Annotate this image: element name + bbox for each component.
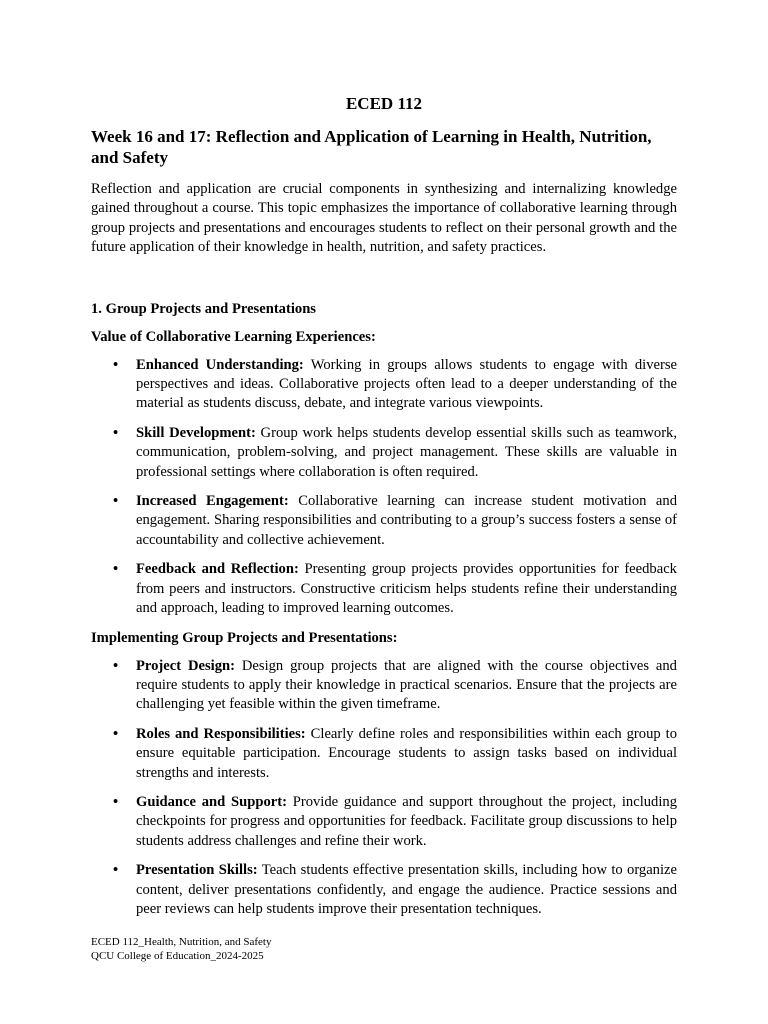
item-term: Presentation Skills:	[136, 862, 258, 879]
item-text: Clearly define roles and responsibilities within each group to ensure equitable participation. Encourage students to assign tasks based on individual strengths and interests.	[136, 725, 677, 781]
item-term: Roles and Responsibilities:	[136, 725, 306, 742]
footer-line-college: QCU College of Education_2024-2025	[91, 950, 264, 962]
item-text: Presenting group projects provides opportunities for feedback from peers and instructors. Constructive criticism helps students refine their understanding and approach, leading to improved learning outcomes.	[136, 561, 677, 617]
section-heading-group-projects: 1. Group Projects and Presentations	[91, 300, 316, 317]
bullet-icon: •	[113, 493, 119, 510]
item-term: Enhanced Understanding:	[136, 356, 304, 373]
item-term: Guidance and Support:	[136, 793, 287, 810]
sub-heading-implementing: Implementing Group Projects and Presentations:	[91, 629, 398, 646]
item-term: Project Design:	[136, 657, 235, 674]
item-term: Skill Development:	[136, 424, 256, 441]
list-item	[91, 657, 677, 715]
bullet-icon: •	[113, 424, 119, 441]
value-list	[91, 356, 677, 619]
list-item	[91, 560, 677, 618]
intro-paragraph: Reflection and application are crucial components in synthesizing and internalizing knowledge gained throughout a course. This topic emphasizes the importance of collaborative learning through group projects and presentations and encourages students to reflect on their personal growth and the future application of their knowledge in health, nutrition, and safety practices.	[91, 181, 677, 256]
list-item	[91, 793, 677, 851]
sub-heading-value: Value of Collaborative Learning Experiences:	[91, 328, 376, 345]
list-item	[91, 492, 677, 550]
item-term: Feedback and Reflection:	[136, 561, 299, 578]
bullet-icon: •	[113, 725, 119, 742]
list-item	[91, 725, 677, 783]
footer-line-course: ECED 112_Health, Nutrition, and Safety	[91, 936, 272, 948]
item-text: Collaborative learning can increase student motivation and engagement. Sharing responsibilities and contributing to a group’s success fosters a sense of accountability and collective achievement.	[136, 493, 677, 548]
item-text: Working in groups allows students to engage with diverse perspectives and ideas. Collaborative projects often lead to a deeper understanding of the material as students discuss, debate, and integrate various viewpoints.	[136, 356, 677, 412]
item-term: Increased Engagement:	[136, 493, 289, 510]
bullet-icon: •	[113, 793, 119, 810]
week-title: Week 16 and 17: Reflection and Application of Learning in Health, Nutrition, and Safety	[91, 127, 652, 167]
item-text: Provide guidance and support throughout the project, including checkpoints for progress and opportunities for feedback. Facilitate group discussions to help students address challenges and refine their work.	[136, 793, 678, 849]
list-item	[91, 356, 677, 414]
list-item	[91, 861, 677, 919]
item-text: Teach students effective presentation skills, including how to organize content, deliver presentations confidently, and engage the audience. Practice sessions and peer reviews can help students improve their presentation techniques.	[136, 862, 677, 917]
course-code: ECED 112	[345, 94, 423, 113]
bullet-icon: •	[113, 862, 119, 879]
bullet-icon: •	[113, 657, 119, 674]
implementing-list	[91, 657, 677, 920]
list-item	[91, 424, 677, 482]
page-footer	[91, 935, 271, 963]
bullet-icon: •	[113, 561, 119, 578]
item-text: Group work helps students develop essential skills such as teamwork, communication, problem-solving, and project management. These skills are valuable in professional settings where collaboration is often required.	[136, 424, 677, 480]
bullet-icon: •	[113, 356, 119, 373]
item-text: Design group projects that are aligned with the course objectives and require students to apply their knowledge in practical scenarios. Ensure that the projects are challenging yet feasible within the given timeframe.	[136, 657, 677, 713]
